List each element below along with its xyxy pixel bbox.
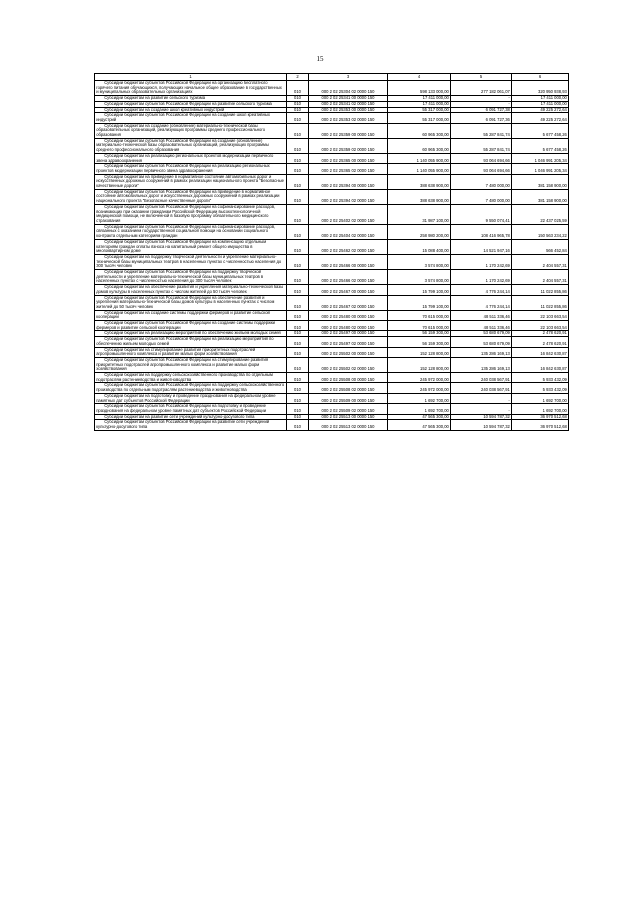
executed-amount: 48 511 336,46 bbox=[451, 321, 512, 331]
column-header-5: 5 bbox=[451, 74, 512, 81]
budget-classification-code: 000 2 02 25365 02 0000 150 bbox=[309, 164, 388, 174]
approved-amount: 70 615 000,00 bbox=[388, 321, 451, 331]
executed-amount: 135 286 169,13 bbox=[451, 357, 512, 372]
line-code: 010 bbox=[287, 123, 309, 138]
budget-table bbox=[94, 73, 569, 431]
line-code: 010 bbox=[287, 420, 309, 430]
table-row bbox=[95, 404, 569, 414]
unexecuted-amount: 2 404 557,31 bbox=[512, 270, 569, 285]
unexecuted-amount: 22 103 663,54 bbox=[512, 321, 569, 331]
executed-amount: 93 064 694,66 bbox=[451, 164, 512, 174]
budget-classification-code: 000 2 02 25466 00 0000 150 bbox=[309, 254, 388, 269]
budget-item-name: Субсидии бюджетам субъектов Российской Федерации на компенсацию отдельным категориям граждан оплаты взноса на капитальный ремонт общего имущества в многоквартирном доме bbox=[95, 239, 287, 254]
budget-classification-code: 000 2 02 25341 00 0000 150 bbox=[309, 96, 388, 102]
budget-classification-code: 000 2 02 25497 02 0000 150 bbox=[309, 337, 388, 347]
line-code: 010 bbox=[287, 153, 309, 163]
table-row bbox=[95, 189, 569, 204]
budget-item-name: Субсидии бюджетам субъектов Российской Федерации на обеспечение развития и укрепления материально-технической базы домов культуры в населенных пунктах с числом жителей до 50 тысяч человек bbox=[95, 295, 287, 310]
approved-amount: 55 317 000,00 bbox=[388, 113, 451, 123]
budget-classification-code: 000 2 02 25480 00 0000 150 bbox=[309, 310, 388, 320]
table-row bbox=[95, 254, 569, 269]
column-header-2: 2 bbox=[287, 74, 309, 81]
approved-amount: 1 692 700,00 bbox=[388, 404, 451, 414]
table-row bbox=[95, 295, 569, 310]
budget-classification-code: 000 2 02 25508 02 0000 150 bbox=[309, 383, 388, 393]
budget-item-name: Субсидии бюджетам субъектов Российской Федерации на реализацию мероприятий по обеспечению жильем молодых семей bbox=[95, 337, 287, 347]
executed-amount: - bbox=[451, 96, 512, 102]
unexecuted-amount: 1 046 991 205,34 bbox=[512, 153, 569, 163]
budget-classification-code: 000 2 02 25402 02 0000 150 bbox=[309, 204, 388, 224]
budget-classification-code: 000 2 02 25509 02 0000 150 bbox=[309, 404, 388, 414]
table-row bbox=[95, 331, 569, 337]
budget-classification-code: 000 2 02 25497 00 0000 150 bbox=[309, 331, 388, 337]
executed-amount: 1 170 242,69 bbox=[451, 270, 512, 285]
unexecuted-amount: 11 022 855,86 bbox=[512, 285, 569, 295]
table-row bbox=[95, 164, 569, 174]
unexecuted-amount: 49 225 272,64 bbox=[512, 113, 569, 123]
line-code: 010 bbox=[287, 331, 309, 337]
approved-amount: 15 088 400,00 bbox=[388, 239, 451, 254]
unexecuted-amount: 1 692 700,00 bbox=[512, 393, 569, 403]
unexecuted-amount: 150 563 234,22 bbox=[512, 224, 569, 239]
unexecuted-amount: 566 452,84 bbox=[512, 239, 569, 254]
column-header-3: 3 bbox=[309, 74, 388, 81]
budget-classification-code: 000 2 02 25513 02 0000 150 bbox=[309, 420, 388, 430]
executed-amount: - bbox=[451, 404, 512, 414]
executed-amount: 135 286 169,13 bbox=[451, 347, 512, 357]
executed-amount: 6 091 727,36 bbox=[451, 113, 512, 123]
executed-amount: - bbox=[451, 393, 512, 403]
budget-item-name: Субсидии бюджетам субъектов Российской Федерации на софинансирование расходов, возникающих при оказании гражданам Российской Федерации высокотехнологичной медицинской помощи, не включенной в базовую программу обязательного медицинского страхования bbox=[95, 204, 287, 224]
approved-amount: 388 638 900,00 bbox=[388, 189, 451, 204]
budget-item-name: Субсидии бюджетам на поддержку сельскохозяйственного производства по отдельным подотраслям растениеводства и животноводства bbox=[95, 373, 287, 383]
budget-classification-code: 000 2 02 25508 00 0000 150 bbox=[309, 373, 388, 383]
budget-classification-code: 000 2 02 25404 02 0000 150 bbox=[309, 224, 388, 239]
budget-item-name: Субсидии бюджетам субъектов Российской Федерации на создание (обновление) материально-технической базы образовательных организаций, реализующих программы среднего профессионального образования bbox=[95, 138, 287, 153]
budget-classification-code: 000 2 02 25359 02 0000 150 bbox=[309, 138, 388, 153]
table-row bbox=[95, 414, 569, 420]
budget-item-name: Субсидии бюджетам на обеспечение развития и укрепления материально-технической базы домов культуры в населенных пунктах с числом жителей до 50 тысяч человек bbox=[95, 285, 287, 295]
executed-amount: 108 416 965,78 bbox=[451, 224, 512, 239]
budget-item-name: Субсидии бюджетам на развитие сети учреждений культурно-досугового типа bbox=[95, 414, 287, 420]
line-code: 010 bbox=[287, 81, 309, 96]
table-row bbox=[95, 337, 569, 347]
executed-amount: 240 038 567,91 bbox=[451, 373, 512, 383]
budget-classification-code: 000 2 02 25462 02 0000 150 bbox=[309, 239, 388, 254]
budget-classification-code: 000 2 02 25365 00 0000 150 bbox=[309, 153, 388, 163]
table-row bbox=[95, 123, 569, 138]
budget-item-name: Субсидии бюджетам на стимулирование развития приоритетных подотраслей агропромышленного комплекса и развитие малых форм хозяйствования bbox=[95, 347, 287, 357]
budget-classification-code: 000 2 02 25480 02 0000 150 bbox=[309, 321, 388, 331]
table-row bbox=[95, 383, 569, 393]
table-row bbox=[95, 270, 569, 285]
unexecuted-amount: 49 225 272,64 bbox=[512, 107, 569, 113]
table-row bbox=[95, 107, 569, 113]
unexecuted-amount: 5 677 458,26 bbox=[512, 123, 569, 138]
line-code: 010 bbox=[287, 347, 309, 357]
table-row bbox=[95, 239, 569, 254]
executed-amount: 9 550 074,41 bbox=[451, 204, 512, 224]
budget-item-name: Субсидии бюджетам субъектов Российской Федерации на приведение в нормативное состояние автомобильных дорог и искусственных дорожных сооружений в рамках реализации национального проекта "Безопасные качественные дороги" bbox=[95, 189, 287, 204]
line-code: 010 bbox=[287, 101, 309, 107]
executed-amount: 10 594 787,32 bbox=[451, 414, 512, 420]
executed-amount: 53 680 679,09 bbox=[451, 337, 512, 347]
page-number: 15 bbox=[316, 55, 324, 63]
budget-classification-code: 000 2 02 25394 00 0000 150 bbox=[309, 174, 388, 189]
budget-classification-code: 000 2 02 25466 02 0000 150 bbox=[309, 270, 388, 285]
line-code: 010 bbox=[287, 107, 309, 113]
unexecuted-amount: 36 970 512,68 bbox=[512, 420, 569, 430]
approved-amount: 47 565 300,00 bbox=[388, 414, 451, 420]
table-row bbox=[95, 153, 569, 163]
line-code: 010 bbox=[287, 138, 309, 153]
table-row bbox=[95, 310, 569, 320]
line-code: 010 bbox=[287, 204, 309, 224]
budget-classification-code: 000 2 02 25502 00 0000 150 bbox=[309, 347, 388, 357]
budget-item-name: Субсидии бюджетам субъектов Российской Федерации на стимулирование развития приоритетных подотраслей агропромышленного комплекса и развитие малых форм хозяйствования bbox=[95, 357, 287, 372]
line-code: 010 bbox=[287, 383, 309, 393]
column-header-6: 6 bbox=[512, 74, 569, 81]
budget-item-name: Субсидии бюджетам на создание системы поддержки фермеров и развитие сельской кооперации bbox=[95, 310, 287, 320]
budget-item-name: Субсидии бюджетам на приведение в нормативное состояние автомобильных дорог и искусственных дорожных сооружений в рамках реализации национального проекта "Безопасные качественные дороги" bbox=[95, 174, 287, 189]
budget-classification-code: 000 2 02 25359 00 0000 150 bbox=[309, 123, 388, 138]
unexecuted-amount: 5 933 432,09 bbox=[512, 383, 569, 393]
budget-classification-code: 000 2 02 25394 02 0000 150 bbox=[309, 189, 388, 204]
budget-classification-code: 000 2 02 25304 02 0000 150 bbox=[309, 81, 388, 96]
table-row bbox=[95, 224, 569, 239]
unexecuted-amount: 16 842 630,87 bbox=[512, 347, 569, 357]
budget-classification-code: 000 2 02 25509 00 0000 150 bbox=[309, 393, 388, 403]
line-code: 010 bbox=[287, 113, 309, 123]
budget-item-name: Субсидии бюджетам субъектов Российской Федерации на софинансирование расходов, связанных с оказанием государственной социальной помощи на основании социального контракта отдельным категориям граждан bbox=[95, 224, 287, 239]
line-code: 010 bbox=[287, 164, 309, 174]
executed-amount: 1 170 242,69 bbox=[451, 254, 512, 269]
budget-classification-code: 000 2 02 25502 02 0000 150 bbox=[309, 357, 388, 372]
approved-amount: 47 565 300,00 bbox=[388, 420, 451, 430]
column-header-4: 4 bbox=[388, 74, 451, 81]
approved-amount: 1 140 055 900,00 bbox=[388, 164, 451, 174]
budget-item-name: Субсидии бюджетам на создание школ креативных индустрий bbox=[95, 107, 287, 113]
budget-item-name: Субсидии бюджетам на создание (обновление) материально-технической базы образовательных организаций, реализующих программы среднего профессионального образования bbox=[95, 123, 287, 138]
line-code: 010 bbox=[287, 224, 309, 239]
budget-item-name: Субсидии бюджетам субъектов Российской Федерации на подготовку и проведение празднования на федеральном уровне памятных дат субъектов Российской Федерации bbox=[95, 404, 287, 414]
budget-item-name: Субсидии бюджетам субъектов Российской Федерации на развитие сети учреждений культурно-досугового типа bbox=[95, 420, 287, 430]
table-row bbox=[95, 113, 569, 123]
line-code: 010 bbox=[287, 239, 309, 254]
line-code: 010 bbox=[287, 295, 309, 310]
line-code: 010 bbox=[287, 373, 309, 383]
budget-classification-code: 000 2 02 25467 02 0000 150 bbox=[309, 295, 388, 310]
table-row bbox=[95, 420, 569, 430]
unexecuted-amount: 381 158 900,00 bbox=[512, 174, 569, 189]
approved-amount: 17 411 000,00 bbox=[388, 96, 451, 102]
line-code: 010 bbox=[287, 254, 309, 269]
approved-amount: 55 317 000,00 bbox=[388, 107, 451, 113]
budget-item-name: Субсидии бюджетам субъектов Российской Федерации на реализацию региональных проектов модернизации первичного звена здравоохранения bbox=[95, 164, 287, 174]
unexecuted-amount: 1 692 700,00 bbox=[512, 404, 569, 414]
approved-amount: 17 411 000,00 bbox=[388, 101, 451, 107]
line-code: 010 bbox=[287, 189, 309, 204]
unexecuted-amount: 320 950 938,93 bbox=[512, 81, 569, 96]
executed-amount: - bbox=[451, 101, 512, 107]
budget-item-name: Субсидии бюджетам субъектов Российской Федерации на развитие сельского туризма bbox=[95, 101, 287, 107]
executed-amount: 14 521 947,16 bbox=[451, 239, 512, 254]
approved-amount: 56 159 300,00 bbox=[388, 331, 451, 337]
line-code: 010 bbox=[287, 337, 309, 347]
budget-item-name: Субсидии бюджетам субъектов Российской Федерации на создание школ креативных индустрий bbox=[95, 113, 287, 123]
approved-amount: 3 574 800,00 bbox=[388, 270, 451, 285]
executed-amount: 93 064 694,66 bbox=[451, 153, 512, 163]
table-row bbox=[95, 174, 569, 189]
table-row bbox=[95, 347, 569, 357]
executed-amount: 48 511 336,46 bbox=[451, 310, 512, 320]
executed-amount: 240 038 567,91 bbox=[451, 383, 512, 393]
approved-amount: 56 159 300,00 bbox=[388, 337, 451, 347]
unexecuted-amount: 5 933 432,09 bbox=[512, 373, 569, 383]
budget-classification-code: 000 2 02 25353 00 0000 150 bbox=[309, 107, 388, 113]
unexecuted-amount: 22 103 663,54 bbox=[512, 310, 569, 320]
unexecuted-amount: 2 478 620,91 bbox=[512, 337, 569, 347]
executed-amount: 277 182 061,07 bbox=[451, 81, 512, 96]
approved-amount: 598 133 000,00 bbox=[388, 81, 451, 96]
budget-classification-code: 000 2 02 25467 00 0000 150 bbox=[309, 285, 388, 295]
line-code: 010 bbox=[287, 270, 309, 285]
executed-amount: 53 680 679,09 bbox=[451, 331, 512, 337]
executed-amount: 4 776 244,14 bbox=[451, 285, 512, 295]
executed-amount: 7 480 000,00 bbox=[451, 174, 512, 189]
unexecuted-amount: 22 437 025,59 bbox=[512, 204, 569, 224]
executed-amount: 6 091 727,38 bbox=[451, 107, 512, 113]
approved-amount: 245 972 000,00 bbox=[388, 373, 451, 383]
unexecuted-amount: 11 022 855,86 bbox=[512, 295, 569, 310]
line-code: 010 bbox=[287, 285, 309, 295]
table-row bbox=[95, 357, 569, 372]
executed-amount: 55 287 841,74 bbox=[451, 138, 512, 153]
approved-amount: 15 799 100,00 bbox=[388, 295, 451, 310]
table-row bbox=[95, 321, 569, 331]
table-row bbox=[95, 285, 569, 295]
executed-amount: 55 287 841,74 bbox=[451, 123, 512, 138]
line-code: 010 bbox=[287, 404, 309, 414]
table-row bbox=[95, 393, 569, 403]
budget-item-name: Субсидии бюджетам субъектов Российской Федерации на поддержку сельскохозяйственного производства по отдельным подотраслям растениеводства и животноводства bbox=[95, 383, 287, 393]
line-code: 010 bbox=[287, 393, 309, 403]
budget-classification-code: 000 2 02 25353 02 0000 150 bbox=[309, 113, 388, 123]
budget-item-name: Субсидии бюджетам на реализацию региональных проектов модернизации первичного звена здравоохранения bbox=[95, 153, 287, 163]
executed-amount: 4 776 244,14 bbox=[451, 295, 512, 310]
approved-amount: 152 128 800,00 bbox=[388, 347, 451, 357]
unexecuted-amount: 1 046 991 205,34 bbox=[512, 164, 569, 174]
unexecuted-amount: 2 404 557,31 bbox=[512, 254, 569, 269]
executed-amount: 7 480 000,00 bbox=[451, 189, 512, 204]
unexecuted-amount: 5 677 458,26 bbox=[512, 138, 569, 153]
budget-item-name: Субсидии бюджетам субъектов Российской Федерации на поддержку творческой деятельности и укрепление материально-технической базы муниципальных театров в населенных пунктах с численностью населения до 300 тысяч человек bbox=[95, 270, 287, 285]
unexecuted-amount: 17 411 000,00 bbox=[512, 101, 569, 107]
unexecuted-amount: 36 970 512,68 bbox=[512, 414, 569, 420]
budget-item-name: Субсидии бюджетам субъектов Российской Федерации на создание системы поддержки фермеров и развитие сельской кооперации bbox=[95, 321, 287, 331]
budget-item-name: Субсидии бюджетам субъектов Российской Федерации на организацию бесплатного горячего питания обучающихся, получающих начальное общее образование в государственных и муниципальных образовательных организациях bbox=[95, 81, 287, 96]
approved-amount: 388 638 900,00 bbox=[388, 174, 451, 189]
line-code: 010 bbox=[287, 321, 309, 331]
line-code: 010 bbox=[287, 310, 309, 320]
budget-item-name: Субсидии бюджетам на подготовку и проведение празднования на федеральном уровне памятных дат субъектов Российской Федерации bbox=[95, 393, 287, 403]
approved-amount: 258 980 200,00 bbox=[388, 224, 451, 239]
budget-item-name: Субсидии бюджетам на поддержку творческой деятельности и укрепление материально-технической базы муниципальных театров в населенных пунктах с численностью населения до 300 тысяч человек bbox=[95, 254, 287, 269]
column-header-1: 1 bbox=[95, 74, 287, 81]
budget-item-name: Субсидии бюджетам на реализацию мероприятий по обеспечению жильем молодых семей bbox=[95, 331, 287, 337]
approved-amount: 60 965 300,00 bbox=[388, 123, 451, 138]
unexecuted-amount: 381 158 900,00 bbox=[512, 189, 569, 204]
approved-amount: 3 574 800,00 bbox=[388, 254, 451, 269]
approved-amount: 245 972 000,00 bbox=[388, 383, 451, 393]
approved-amount: 31 987 100,00 bbox=[388, 204, 451, 224]
executed-amount: 10 594 787,32 bbox=[451, 420, 512, 430]
approved-amount: 1 140 055 900,00 bbox=[388, 153, 451, 163]
approved-amount: 152 128 800,00 bbox=[388, 357, 451, 372]
budget-classification-code: 000 2 02 25513 00 0000 150 bbox=[309, 414, 388, 420]
unexecuted-amount: 17 411 000,00 bbox=[512, 96, 569, 102]
table-row bbox=[95, 204, 569, 224]
line-code: 010 bbox=[287, 414, 309, 420]
column-number-header-row bbox=[95, 74, 569, 81]
table-row bbox=[95, 373, 569, 383]
approved-amount: 1 692 700,00 bbox=[388, 393, 451, 403]
approved-amount: 15 799 100,00 bbox=[388, 285, 451, 295]
approved-amount: 70 615 000,00 bbox=[388, 310, 451, 320]
unexecuted-amount: 16 842 630,87 bbox=[512, 357, 569, 372]
line-code: 010 bbox=[287, 357, 309, 372]
budget-item-name: Субсидии бюджетам на развитие сельского туризма bbox=[95, 96, 287, 102]
approved-amount: 60 965 300,00 bbox=[388, 138, 451, 153]
table-row bbox=[95, 138, 569, 153]
line-code: 010 bbox=[287, 96, 309, 102]
table-row bbox=[95, 81, 569, 96]
budget-classification-code: 000 2 02 25341 02 0000 150 bbox=[309, 101, 388, 107]
unexecuted-amount: 2 478 620,91 bbox=[512, 331, 569, 337]
line-code: 010 bbox=[287, 174, 309, 189]
